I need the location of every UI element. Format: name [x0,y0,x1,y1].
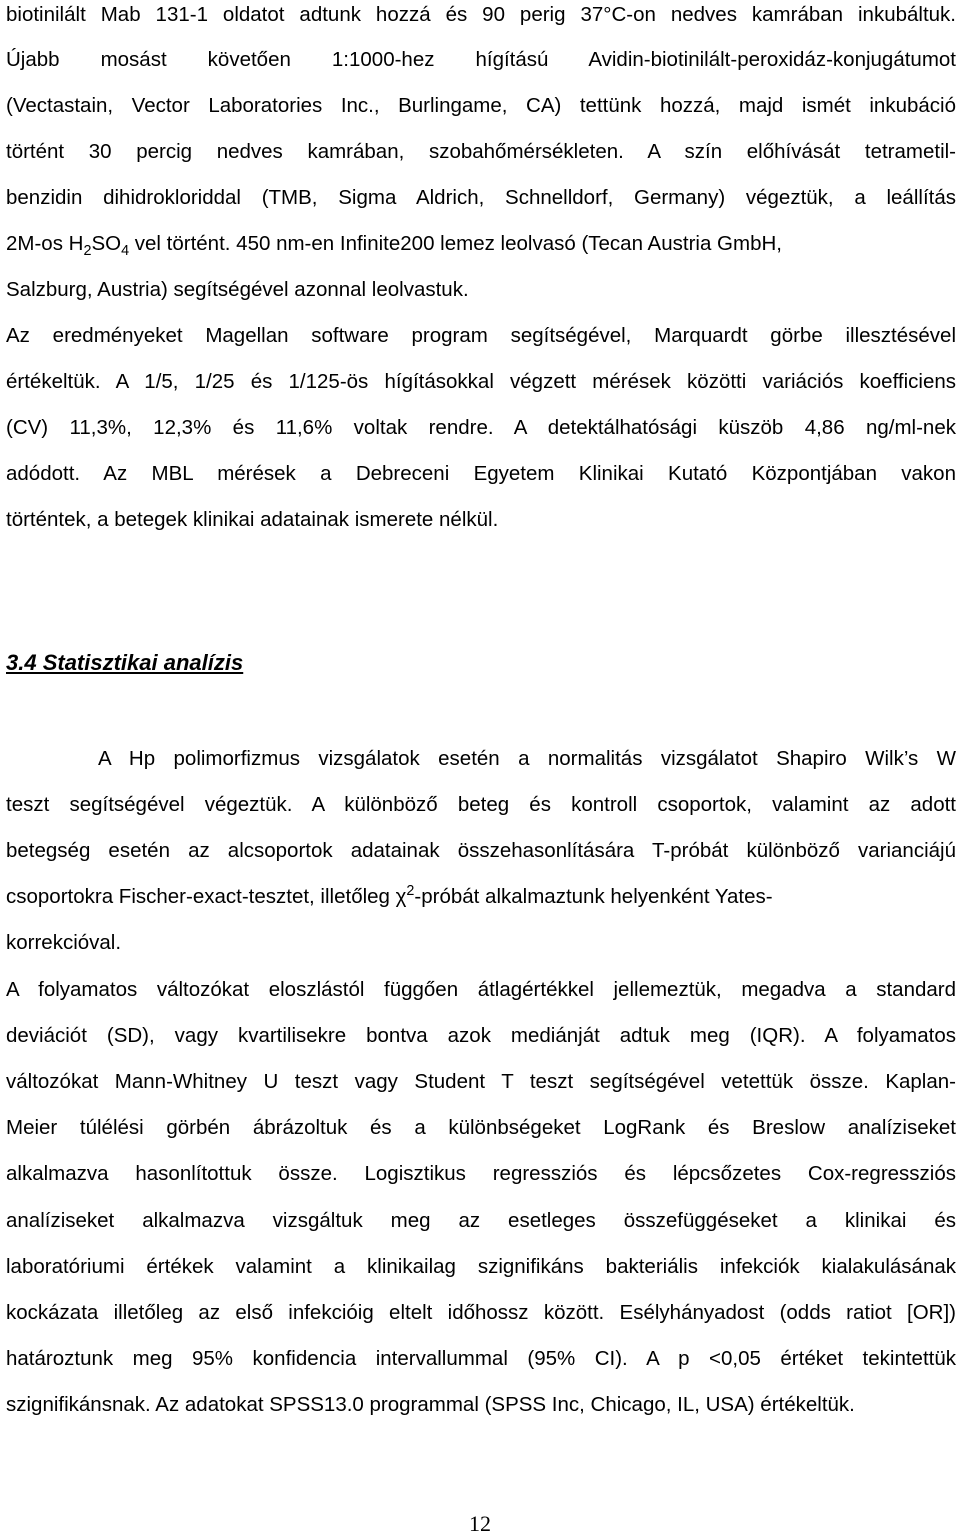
paragraph-4-line-2: deviációt (SD), vagy kvartilisekre bontva azok mediánját adtuk meg (IQR). A folyamatos [6,1024,956,1047]
paragraph-2-line-2: értékeltük. A 1/5, 1/25 és 1/125-ös hígításokkal végzett mérések közötti variációs koefficiens [6,370,956,393]
paragraph-3-line-2: teszt segítségével végeztük. A különböző beteg és kontroll csoportok, valamint az adott [6,793,956,816]
paragraph-1-line-1: biotinilált Mab 131-1 oldatot adtunk hozzá és 90 perig 37°C-on nedves kamrában inkubáltuk. [6,3,956,26]
paragraph-4-line-10: szignifikánsnak. Az adatokat SPSS13.0 programmal (SPSS Inc, Chicago, IL, USA) értékeltük. [6,1393,855,1416]
paragraph-4-line-7: laboratóriumi értékek valamint a klinikailag szignifikáns bakteriális infekciók kialakulásának [6,1255,956,1278]
paragraph-3-line-1: A Hp polimorfizmus vizsgálatok esetén a normalitás vizsgálatot Shapiro Wilk’s W [98,747,956,770]
paragraph-3-line-5: korrekcióval. [6,931,122,954]
paragraph-1-line-2: Újabb mosást követően 1:1000-hez hígítású Avidin-biotinilált-peroxidáz-konjugátumot [6,48,956,71]
paragraph-1-line-5: benzidin dihidrokloriddal (TMB, Sigma Aldrich, Schnelldorf, Germany) végeztük, a leállítás [6,186,956,209]
paragraph-1-line-4: történt 30 percig nedves kamrában, szobahőmérsékleten. A szín előhívását tetrametil- [6,140,956,163]
chi-square-prefix: csoportokra Fischer-exact-tesztet, illetőleg χ [6,885,407,908]
formula-mid: SO [91,232,122,255]
paragraph-2-line-3: (CV) 11,3%, 12,3% és 11,6% voltak rendre. A detektálhatósági küszöb 4,86 ng/ml-nek [6,416,956,439]
formula-subscript-4: 4 [121,243,130,260]
page-number: 12 [469,1511,491,1536]
formula-subscript-2: 2 [83,243,92,260]
paragraph-4-line-8: kockázata illetőleg az első infekcióig eltelt időhossz között. Esélyhányadost (odds ratiot [OR]) [6,1301,956,1324]
paragraph-1-line-6 [6,229,956,259]
paragraph-4-line-9: határoztunk meg 95% konfidencia intervallummal (95% CI). A p <0,05 értéket tekintettük [6,1347,956,1370]
formula-prefix: 2M-os H [6,232,84,255]
section-heading: 3.4 Statisztikai analízis [6,650,244,675]
paragraph-2-line-4: adódott. Az MBL mérések a Debreceni Egyetem Klinikai Kutató Központjában vakon [6,462,956,485]
paragraph-1-line-7: Salzburg, Austria) segítségével azonnal leolvastuk. [6,278,469,301]
paragraph-4-line-1: A folyamatos változókat eloszlástól függően átlagértékkel jellemeztük, megadva a standard [6,978,956,1001]
paragraph-3-line-3: betegség esetén az alcsoportok adatainak összehasonlítására T-próbát különböző varianciájú [6,839,956,862]
chi-square-superscript: 2 [406,883,415,900]
paragraph-4-line-4: Meier túlélési görbén ábrázoltuk és a különbségeket LogRank és Breslow analíziseket [6,1116,956,1139]
chi-square-suffix: -próbát alkalmaztunk helyenként Yates- [414,885,773,908]
paragraph-2-line-1: Az eredményeket Magellan software program segítségével, Marquardt görbe illesztésével [6,324,956,347]
paragraph-4-line-6: analíziseket alkalmazva vizsgáltuk meg az esetleges összefüggéseket a klinikai és [6,1209,956,1232]
paragraph-4-line-3: változókat Mann-Whitney U teszt vagy Student T teszt segítségével vetettük össze. Kaplan- [6,1070,956,1093]
paragraph-2-line-5: történtek, a betegek klinikai adatainak ismerete nélkül. [6,508,499,531]
paragraph-1-line-3: (Vectastain, Vector Laboratories Inc., Burlingame, CA) tettünk hozzá, majd ismét inkubáció [6,94,956,117]
paragraph-4-line-5: alkalmazva hasonlítottuk össze. Logisztikus regressziós és lépcsőzetes Cox-regressziós [6,1162,956,1185]
formula-suffix: vel történt. 450 nm-en Infinite200 lemez leolvasó (Tecan Austria GmbH, [129,232,782,255]
paragraph-3-line-4 [6,882,956,912]
